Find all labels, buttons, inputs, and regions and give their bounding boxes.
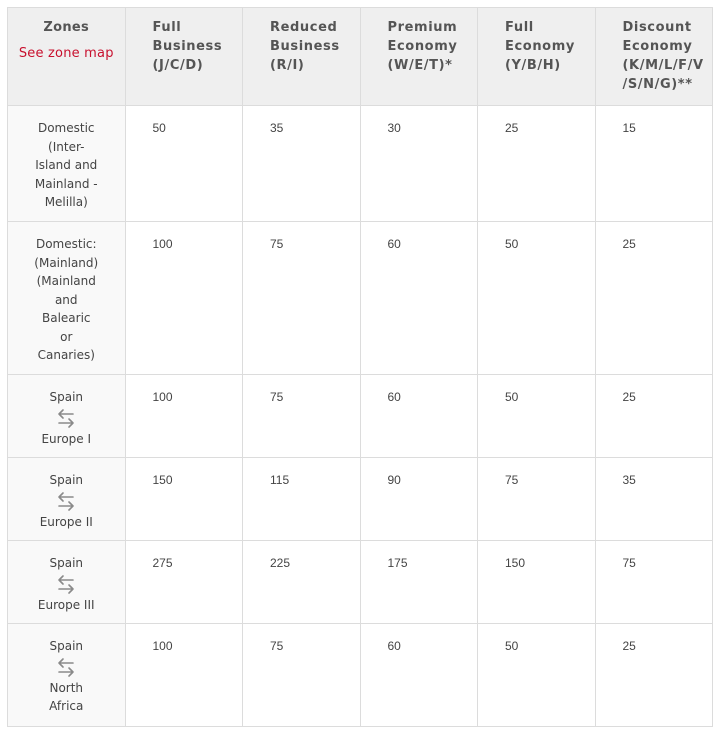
- header-line: (J/C/D): [152, 58, 204, 73]
- header-line: Economy: [387, 39, 458, 54]
- zone-cell: [8, 106, 126, 222]
- points-table-container: [7, 7, 713, 727]
- value-cell: 35: [243, 106, 361, 222]
- header-line: Discount: [622, 20, 692, 35]
- header-line: (W/E/T)*: [387, 58, 453, 73]
- swap-arrows-icon: [57, 573, 75, 596]
- zone-line: Domestic:: [35, 237, 97, 251]
- table-row: [8, 624, 713, 727]
- value-cell: 60: [360, 375, 478, 458]
- zone-line: (Mainland: [36, 274, 96, 288]
- value-cell: 75: [478, 458, 596, 541]
- value-cell: 175: [360, 541, 478, 624]
- table-row: [8, 458, 713, 541]
- zone-line: Europe I: [41, 431, 92, 446]
- value-cell: 75: [243, 222, 361, 375]
- zone-line: (Inter-: [48, 139, 85, 154]
- header-full-business: [125, 8, 243, 106]
- zone-line: Canaries): [37, 348, 95, 362]
- swap-arrows-icon: [57, 407, 75, 430]
- header-full-economy: [478, 8, 596, 106]
- header-line: (K/M/L/F/V: [622, 58, 704, 73]
- value-cell: 225: [243, 541, 361, 624]
- swap-arrows-icon: [57, 656, 75, 679]
- value-cell: 35: [595, 458, 713, 541]
- zone-cell: [8, 458, 126, 541]
- value-cell: 25: [595, 624, 713, 727]
- swap-arrows-icon: [57, 490, 75, 513]
- header-line: Full: [152, 20, 182, 35]
- header-line: /S/N/G)**: [622, 77, 693, 92]
- header-reduced-business: [243, 8, 361, 106]
- zone-line: Europe III: [37, 597, 95, 612]
- zone-line: Balearic: [41, 311, 91, 325]
- header-premium-economy: [360, 8, 478, 106]
- points-table: [7, 7, 713, 727]
- zone-line: (Mainland): [34, 255, 99, 270]
- value-cell: 150: [478, 541, 596, 624]
- header-line: (R/I): [270, 58, 305, 73]
- header-line: Premium: [387, 20, 458, 35]
- value-cell: 100: [125, 222, 243, 375]
- zone-line: Spain: [49, 556, 84, 570]
- value-cell: 30: [360, 106, 478, 222]
- header-zones-label: Zones: [43, 20, 90, 35]
- header-line: Reduced: [270, 20, 338, 35]
- zone-line: Spain: [49, 639, 84, 653]
- zone-cell: [8, 624, 126, 727]
- zone-line: and: [54, 292, 78, 307]
- zone-line: Domestic: [37, 121, 95, 135]
- value-cell: 25: [478, 106, 596, 222]
- value-cell: 15: [595, 106, 713, 222]
- value-cell: 25: [595, 375, 713, 458]
- value-cell: 150: [125, 458, 243, 541]
- zone-cell: [8, 541, 126, 624]
- value-cell: 75: [243, 375, 361, 458]
- header-line: Business: [152, 39, 223, 54]
- value-cell: 50: [478, 375, 596, 458]
- header-line: Economy: [622, 39, 693, 54]
- value-cell: 60: [360, 624, 478, 727]
- value-cell: 90: [360, 458, 478, 541]
- table-row: [8, 222, 713, 375]
- header-line: (Y/B/H): [505, 58, 561, 73]
- table-row: [8, 541, 713, 624]
- zone-line: or: [60, 329, 73, 344]
- header-line: Business: [270, 39, 340, 54]
- value-cell: 60: [360, 222, 478, 375]
- header-line: Full: [505, 20, 534, 35]
- see-zone-map-link[interactable]: See zone map: [18, 46, 114, 61]
- value-cell: 115: [243, 458, 361, 541]
- value-cell: 100: [125, 375, 243, 458]
- value-cell: 25: [595, 222, 713, 375]
- table-row: [8, 375, 713, 458]
- value-cell: 75: [243, 624, 361, 727]
- value-cell: 50: [478, 222, 596, 375]
- value-cell: 100: [125, 624, 243, 727]
- value-cell: 75: [595, 541, 713, 624]
- header-zones: [8, 8, 126, 106]
- table-header-row: [8, 8, 713, 106]
- table-row: [8, 106, 713, 222]
- zone-line: Spain: [49, 473, 84, 487]
- zone-line: Africa: [49, 699, 84, 713]
- zone-line: North: [49, 680, 84, 695]
- zone-line: Spain: [49, 390, 84, 404]
- zone-line: Europe II: [39, 514, 93, 529]
- value-cell: 50: [478, 624, 596, 727]
- zone-line: Melilla): [44, 195, 88, 209]
- header-line: Economy: [505, 39, 575, 54]
- zone-cell: [8, 222, 126, 375]
- value-cell: 275: [125, 541, 243, 624]
- zone-cell: [8, 375, 126, 458]
- header-discount-economy: [595, 8, 713, 106]
- zone-line: Mainland -: [34, 176, 98, 191]
- value-cell: 50: [125, 106, 243, 222]
- zone-line: Island and: [35, 158, 98, 172]
